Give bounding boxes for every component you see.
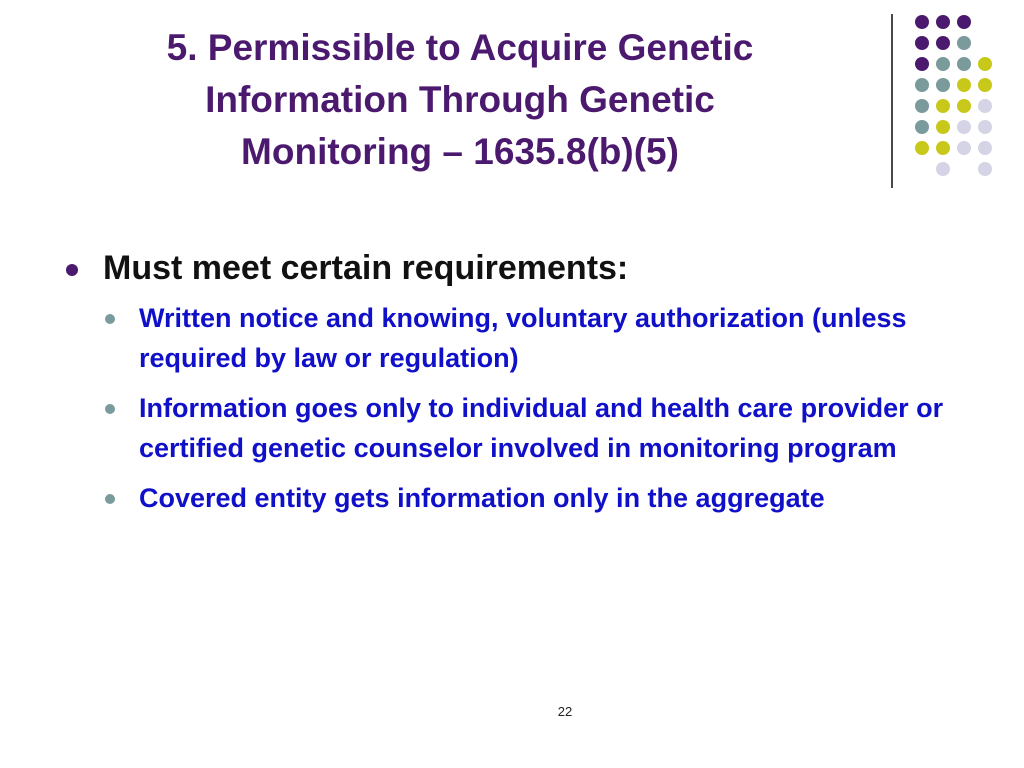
teal-bullet-icon	[105, 314, 115, 324]
main-bullet-item	[60, 244, 960, 292]
decorative-dot	[957, 99, 971, 113]
vertical-divider	[891, 14, 893, 188]
sub-bullet-text: Written notice and knowing, voluntary authorization (unless required by law or regulation)	[139, 303, 907, 373]
sub-bullet-list	[105, 298, 960, 518]
decorative-dot	[936, 120, 950, 134]
decorative-dot	[978, 141, 992, 155]
decorative-dot	[978, 162, 992, 176]
decorative-dot	[915, 57, 929, 71]
decorative-dot	[936, 57, 950, 71]
decorative-dot	[957, 78, 971, 92]
decorative-dot	[936, 141, 950, 155]
title-line-2: Information Through Genetic	[205, 79, 715, 120]
main-bullet-text: Must meet certain requirements:	[103, 249, 629, 287]
decorative-dot	[957, 15, 971, 29]
teal-bullet-icon	[105, 404, 115, 414]
decorative-dot	[936, 78, 950, 92]
sub-bullet-item	[105, 388, 960, 468]
sub-bullet-text: Information goes only to individual and health care provider or certified genetic counselor involved in monitoring program	[139, 393, 944, 463]
decorative-dot	[915, 36, 929, 50]
decorative-dot	[915, 99, 929, 113]
decorative-dot	[915, 120, 929, 134]
title-line-1: 5. Permissible to Acquire Genetic	[166, 27, 754, 68]
slide-body	[60, 244, 960, 528]
decorative-dot	[936, 162, 950, 176]
decorative-dot	[978, 78, 992, 92]
decorative-dot	[936, 15, 950, 29]
decorative-dot	[957, 57, 971, 71]
page-number: 22	[557, 704, 573, 719]
decorative-dot	[978, 99, 992, 113]
decorative-dot	[936, 36, 950, 50]
decorative-dot-grid	[900, 10, 1020, 170]
decorative-dot	[915, 78, 929, 92]
decorative-dot	[957, 36, 971, 50]
teal-bullet-icon	[105, 494, 115, 504]
sub-bullet-item	[105, 478, 960, 518]
title-line-3: Monitoring – 1635.8(b)(5)	[241, 131, 679, 172]
decorative-dot	[978, 120, 992, 134]
purple-bullet-icon	[66, 264, 78, 276]
decorative-dot	[915, 141, 929, 155]
decorative-dot	[957, 141, 971, 155]
decorative-dot	[957, 120, 971, 134]
decorative-dot	[978, 57, 992, 71]
sub-bullet-text: Covered entity gets information only in the aggregate	[139, 483, 825, 513]
slide-title	[60, 22, 860, 178]
sub-bullet-item	[105, 298, 960, 378]
decorative-dot	[936, 99, 950, 113]
decorative-dot	[915, 15, 929, 29]
